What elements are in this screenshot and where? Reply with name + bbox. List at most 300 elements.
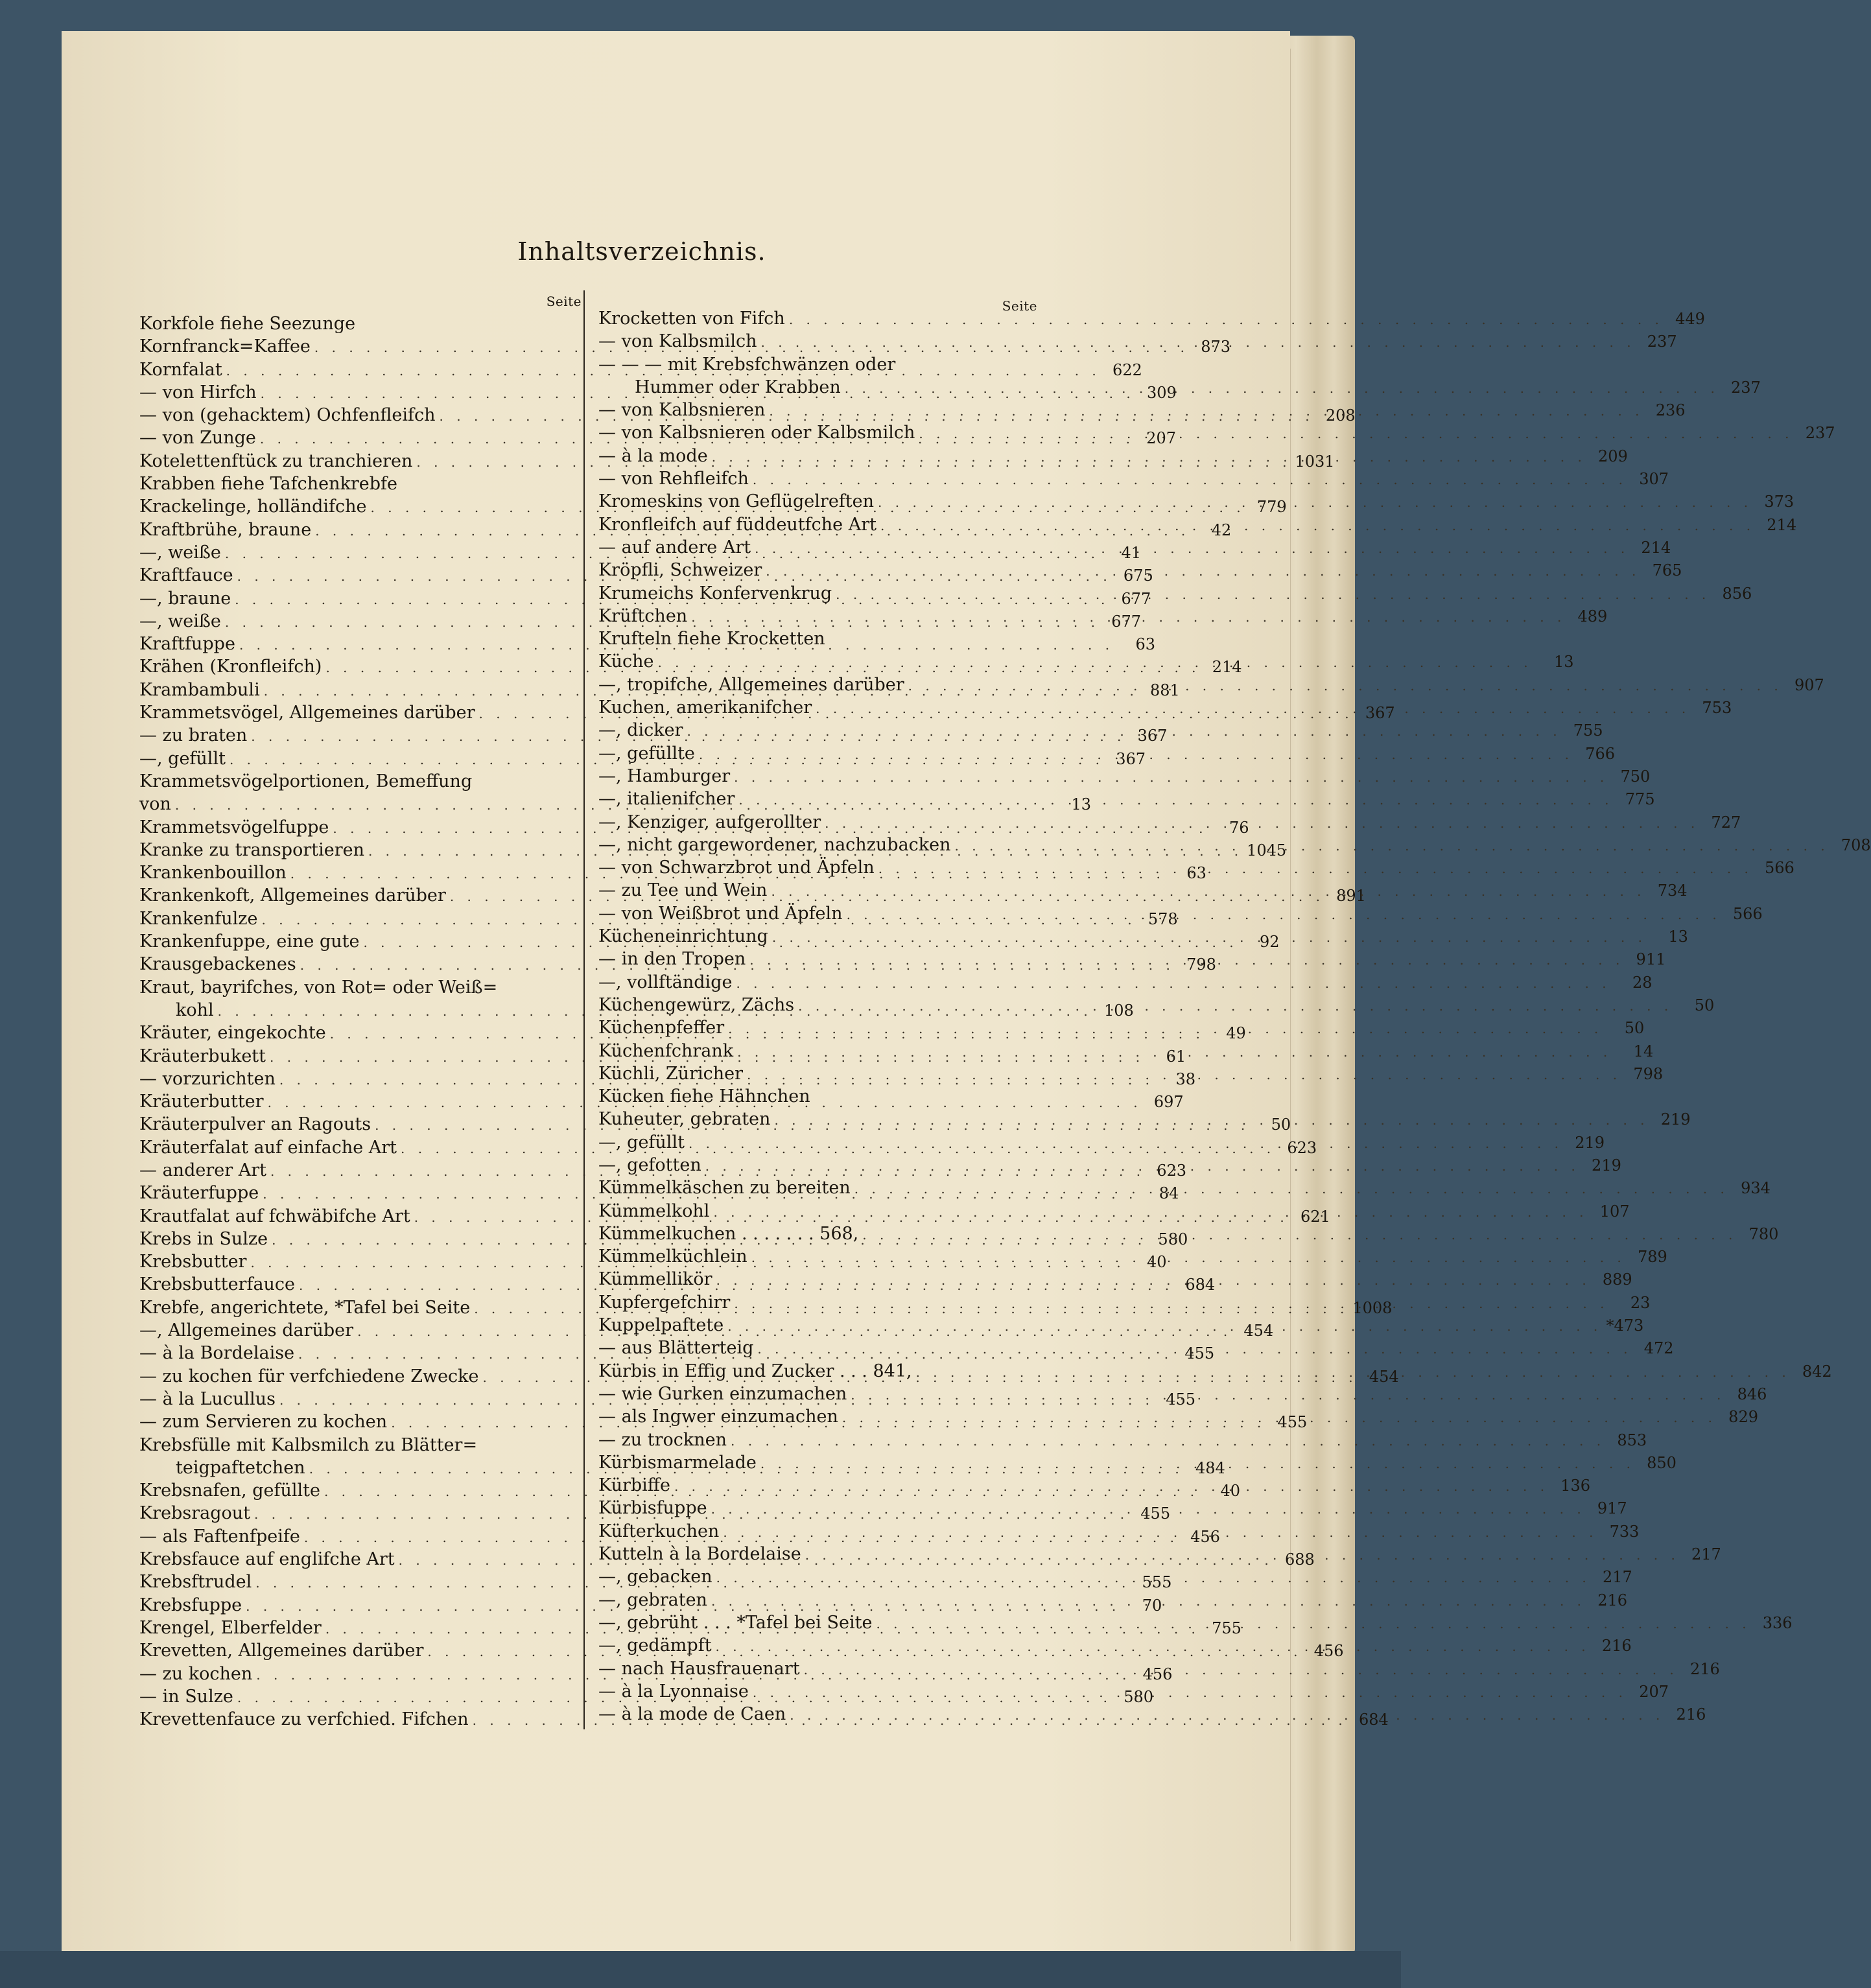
index-entry — [598, 353, 1037, 376]
entry-title: — in Sulze — [139, 1686, 233, 1707]
entry-title: —, gefotten — [598, 1154, 701, 1175]
entry-page-number: 207 — [1146, 429, 1176, 448]
entry-title: —, tropifche, Allgemeines darüber — [598, 674, 904, 695]
dot-leader — [760, 1453, 1635, 1475]
dot-leader — [753, 469, 1627, 491]
entry-page-number: 881 — [1150, 681, 1180, 699]
entry-title: — à la Bordelaise — [139, 1343, 295, 1364]
entry-title: Küfterkuchen — [598, 1521, 720, 1541]
entry-title: Küchenfchrank — [598, 1040, 734, 1061]
entry-page-number: 765 — [1652, 561, 1682, 580]
dot-leader — [757, 1338, 1632, 1361]
entry-page-number: 92 — [1260, 933, 1280, 952]
entry-page-number: 684 — [1358, 1711, 1389, 1729]
entry-title: Krengel, Elberfelder — [139, 1617, 322, 1638]
entry-title: Kümmellikör — [598, 1269, 712, 1290]
entry-title: Kräuterfuppe — [139, 1183, 259, 1204]
entry-page-number: 40 — [1147, 1253, 1167, 1272]
entry-page-number: 13 — [1071, 795, 1092, 814]
entry-title: —, gebacken — [598, 1567, 712, 1587]
entry-page-number: 108 — [1103, 1001, 1134, 1020]
dot-leader — [825, 812, 1699, 835]
entry-title: —, Hamburger — [598, 766, 731, 786]
dot-leader — [716, 1635, 1590, 1658]
entry-title: — von Kalbsnieren oder Kalbsmilch — [598, 423, 915, 443]
dot-leader — [919, 423, 1793, 445]
entry-title: Kürbismarmelade — [598, 1452, 757, 1473]
entry-title: —, gefüllt — [598, 1132, 685, 1152]
entry-page-number: 367 — [1137, 727, 1168, 745]
index-entry — [598, 467, 1669, 490]
entry-title: Kümmelkäschen zu bereiten — [598, 1178, 851, 1199]
entry-page-number: 50 — [1624, 1019, 1645, 1038]
dot-leader — [749, 949, 1624, 972]
entry-title: — zum Servieren zu kochen — [139, 1412, 388, 1433]
entry-page-number: 1008 — [1352, 1298, 1393, 1317]
entry-page-number: 23 — [1630, 1293, 1651, 1312]
entry-page-number: 214 — [1767, 515, 1797, 534]
entry-page-number: 216 — [1601, 1637, 1632, 1655]
entry-page-number: 219 — [1575, 1133, 1605, 1152]
entry-page-number: 63 — [1135, 635, 1156, 654]
entry-title: Krebsfülle mit Kalbsmilch zu Blätter= — [139, 1434, 478, 1455]
dot-leader — [716, 1567, 1591, 1589]
entry-page-number: 336 — [1762, 1613, 1793, 1632]
entry-page-number: 216 — [1676, 1705, 1706, 1724]
entry-title: Kuheuter, gebraten — [598, 1109, 771, 1130]
entry-title: Kraut, bayrifches, von Rot= oder Weiß= — [139, 977, 498, 998]
dot-leader — [674, 1475, 1549, 1498]
entry-title: —, gefüllte — [598, 743, 695, 764]
entry-title: — von Rehfleifch — [598, 469, 749, 489]
entry-page-number: 856 — [1722, 584, 1752, 603]
dot-leader — [876, 1613, 1750, 1635]
entry-title: Krumeichs Konfervenkrug — [598, 583, 832, 603]
entry-page-number: 50 — [1694, 996, 1715, 1014]
entry-page-number: 727 — [1711, 813, 1741, 832]
entry-page-number: 675 — [1123, 567, 1153, 585]
entry-page-number: 850 — [1647, 1453, 1677, 1472]
entry-page-number: 455 — [1166, 1390, 1196, 1409]
dot-leader — [716, 1269, 1591, 1292]
entry-title: —, weiße — [139, 542, 221, 563]
entry-title: Krautfalat auf fchwäbifche Art — [139, 1206, 410, 1226]
dot-leader — [771, 880, 1645, 903]
entry-title: Kornfranck=Kaffee — [139, 336, 311, 357]
entry-title: Kotelettenftück zu tranchieren — [139, 450, 413, 471]
index-entry — [598, 765, 1651, 788]
entry-page-number: 455 — [1184, 1344, 1215, 1363]
entry-page-number: 489 — [1577, 607, 1608, 626]
entry-page-number: 38 — [1175, 1070, 1195, 1088]
dot-leader — [790, 1704, 1664, 1727]
entry-title: Krähen (Kronfleifch) — [139, 657, 322, 677]
entry-title: Krevettenfauce zu verfchied. Fifchen — [139, 1709, 469, 1730]
entry-page-number: 14 — [1633, 1042, 1654, 1060]
entry-page-number: 214 — [1641, 538, 1671, 557]
entry-title: —, nicht gargewordener, nachzubacken — [598, 834, 951, 855]
entry-title: Krufteln fiehe Krocketten — [598, 629, 825, 649]
entry-title: — in den Tropen — [598, 949, 746, 970]
entry-page-number: 61 — [1166, 1047, 1186, 1066]
entry-page-number: 136 — [1560, 1477, 1591, 1495]
entry-title: von — [139, 794, 171, 815]
entry-page-number: 829 — [1728, 1408, 1758, 1427]
entry-page-number: 697 — [1153, 1093, 1184, 1112]
dot-leader — [711, 1498, 1586, 1521]
entry-page-number: 789 — [1637, 1248, 1667, 1267]
entry-title: — à la mode de Caen — [598, 1704, 786, 1725]
entry-page-number: 209 — [1598, 447, 1628, 465]
dot-leader — [862, 1224, 1737, 1246]
dot-leader — [878, 858, 1753, 880]
entry-page-number: 798 — [1633, 1064, 1664, 1083]
entry-page-number: 775 — [1625, 790, 1655, 809]
entry-title: Hummer oder Krabben — [635, 377, 841, 397]
dot-leader — [731, 1430, 1605, 1453]
entry-page-number: 580 — [1158, 1230, 1188, 1248]
entry-page-number: 578 — [1147, 909, 1178, 928]
entry-title: Kürbiffe — [598, 1475, 670, 1496]
entry-page-number: 214 — [1212, 658, 1242, 677]
dot-leader — [699, 743, 1573, 766]
entry-page-number: 63 — [1186, 864, 1206, 883]
entry-title: —, gefüllt — [139, 748, 226, 769]
entry-title: Kupfergefchirr — [598, 1292, 731, 1313]
page-column-header: Seite — [546, 294, 582, 309]
entry-title: Küchengewürz, Zächs — [598, 994, 795, 1015]
dot-leader — [737, 1041, 1612, 1064]
entry-title: — auf andere Art — [598, 537, 751, 557]
entry-page-number: 41 — [1121, 543, 1142, 562]
dot-leader — [734, 766, 1608, 789]
dot-leader — [836, 583, 1710, 606]
entry-page-number: 1045 — [1247, 841, 1287, 860]
entry-page-number: 846 — [1737, 1385, 1767, 1403]
dot-leader — [711, 1590, 1586, 1613]
entry-title: — von Kalbsnieren — [598, 400, 766, 421]
column-divider — [583, 290, 585, 1729]
page-column-header: Seite — [1002, 298, 1037, 314]
entry-title: Kücheneinrichtung — [598, 926, 768, 947]
entry-page-number: 934 — [1741, 1179, 1771, 1198]
index-entry — [598, 307, 1705, 330]
entry-title: Kutteln à la Bordelaise — [598, 1544, 801, 1565]
entry-page-number: 484 — [1195, 1458, 1225, 1477]
entry-title: Korkfole fiehe Seezunge — [139, 314, 356, 334]
entry-title: Krebsbutter — [139, 1252, 247, 1272]
entry-title: Kürbis in Effig und Zucker . . . 841, — [598, 1361, 912, 1381]
entry-title: Küchli, Züricher — [598, 1063, 744, 1084]
entry-title: — anderer Art — [139, 1160, 266, 1180]
dot-leader — [908, 675, 1783, 697]
entry-page-number: 373 — [1764, 493, 1795, 511]
entry-title: — von (gehacktem) Ochfenfleifch — [139, 405, 436, 426]
entry-page-number: 449 — [1675, 310, 1705, 328]
entry-title: — à la Lucullus — [139, 1388, 276, 1409]
dot-leader — [774, 1109, 1649, 1132]
entry-title: Krebfe, angerichtete, *Tafel bei Seite — [139, 1297, 471, 1318]
dot-leader — [798, 995, 1673, 1018]
dot-leader — [878, 491, 1752, 514]
dot-leader — [738, 789, 1613, 812]
entry-title: —, weiße — [139, 611, 221, 631]
dot-leader — [916, 1361, 1791, 1384]
entry-title: Kröpfli, Schweizer — [598, 560, 762, 581]
entry-page-number: 911 — [1636, 950, 1666, 969]
index-entry — [598, 627, 1037, 650]
entry-title: Krebsfauce auf englifche Art — [139, 1549, 395, 1570]
entry-title: kohl — [176, 1000, 214, 1020]
entry-title: Küchenpfeffer — [598, 1018, 725, 1038]
entry-page-number: 219 — [1592, 1156, 1621, 1175]
entry-page-number: 13 — [1554, 653, 1574, 672]
entry-title: Kuchen, amerikanifcher — [598, 697, 812, 718]
entry-page-number: 454 — [1369, 1367, 1399, 1386]
entry-title: Krankenfuppe, eine gute — [139, 931, 360, 952]
entry-title: Kräuterpulver an Ragouts — [139, 1114, 371, 1135]
dot-leader — [734, 1292, 1608, 1315]
entry-page-number: 623 — [1287, 1138, 1317, 1157]
entry-title: Kraftfuppe — [139, 634, 235, 655]
entry-page-number: 456 — [1190, 1527, 1220, 1546]
entry-page-number: 779 — [1256, 498, 1287, 517]
entry-page-number: 455 — [1277, 1413, 1308, 1432]
dot-leader — [736, 972, 1610, 995]
dot-leader — [766, 560, 1640, 583]
entry-page-number: 207 — [1639, 1682, 1669, 1701]
entry-page-number: 49 — [1226, 1024, 1246, 1043]
entry-page-number: 753 — [1702, 699, 1732, 718]
entry-page-number: 780 — [1748, 1224, 1779, 1243]
entry-title: Krankenbouillon — [139, 863, 287, 883]
entry-title: Krebsragout — [139, 1503, 250, 1524]
entry-page-number: 622 — [1112, 360, 1142, 379]
entry-page-number: 217 — [1691, 1545, 1721, 1564]
entry-page-number: *473 — [1606, 1316, 1644, 1335]
entry-title: Kuppelpaftete — [598, 1315, 724, 1336]
entry-page-number: 28 — [1632, 973, 1653, 992]
entry-page-number: 237 — [1647, 333, 1677, 351]
dot-leader — [728, 1018, 1603, 1040]
entry-page-number: 40 — [1220, 1482, 1241, 1501]
entry-page-number: 917 — [1597, 1499, 1627, 1518]
entry-page-number: 70 — [1142, 1596, 1162, 1615]
entry-page-number: 889 — [1602, 1270, 1632, 1289]
entry-page-number: 755 — [1212, 1619, 1241, 1637]
entry-page-number: 891 — [1336, 887, 1366, 906]
entry-page-number: 677 — [1111, 612, 1142, 631]
dot-leader — [751, 1246, 1626, 1269]
dot-leader — [688, 1132, 1563, 1155]
entry-title: — von Kalbsmilch — [598, 331, 757, 352]
entry-page-number: 237 — [1805, 424, 1835, 443]
dot-leader — [854, 1178, 1729, 1200]
index-entry — [139, 473, 582, 495]
entry-page-number: 307 — [1639, 470, 1669, 489]
dot-leader — [842, 1407, 1717, 1429]
entry-page-number: 733 — [1609, 1522, 1640, 1541]
dot-leader — [789, 309, 1664, 331]
entry-title: Kümmelkuchen . . . . . . . 568, — [598, 1223, 859, 1244]
entry-title: — als Faftenfpeife — [139, 1526, 300, 1547]
entry-title: — zu braten — [139, 725, 248, 746]
index-entry — [139, 1434, 582, 1456]
entry-title: — als Ingwer einzumachen — [598, 1407, 838, 1427]
dot-leader — [805, 1544, 1680, 1567]
entry-page-number: 842 — [1802, 1362, 1832, 1381]
entry-title: — aus Blätterteig — [598, 1338, 754, 1359]
entry-page-number: 907 — [1794, 675, 1824, 694]
entry-title: Krevetten, Allgemeines darüber — [139, 1641, 424, 1661]
entry-title: — zu kochen für verfchiedene Zwecke — [139, 1366, 479, 1386]
entry-title: Kraftbrühe, braune — [139, 519, 312, 540]
entry-title: — — — mit Krebsfchwänzen oder — [598, 354, 896, 375]
dot-leader — [712, 446, 1586, 469]
entry-title: — zu trocknen — [598, 1429, 727, 1450]
entry-page-number: 50 — [1271, 1116, 1291, 1134]
entry-page-number: 766 — [1585, 744, 1616, 763]
dot-leader — [761, 331, 1636, 354]
entry-page-number: 236 — [1655, 401, 1686, 420]
book-cover — [0, 1951, 1401, 1988]
index-entry — [598, 971, 1653, 994]
entry-title: Kronfleifch auf füddeutfche Art — [598, 514, 877, 535]
dot-leader — [691, 606, 1566, 629]
entry-title: Krebsnafen, gefüllte — [139, 1480, 320, 1501]
entry-page-number: 1031 — [1295, 452, 1335, 471]
entry-title: Kümmelkohl — [598, 1200, 710, 1221]
entry-page-number: 454 — [1243, 1322, 1274, 1340]
entry-page-number: 580 — [1124, 1687, 1154, 1706]
dot-leader — [723, 1521, 1597, 1544]
dot-leader — [727, 1315, 1602, 1338]
index-entry — [139, 976, 582, 999]
entry-page-number: 566 — [1732, 904, 1763, 923]
entry-page-number: 216 — [1689, 1659, 1720, 1678]
entry-title: — à la Lyonnaise — [598, 1681, 749, 1701]
dot-leader — [772, 926, 1647, 949]
entry-page-number: 621 — [1300, 1207, 1330, 1226]
dot-leader — [955, 835, 1830, 858]
entry-title: Kräuterfalat auf einfache Art — [139, 1137, 397, 1158]
entry-title: — von Schwarzbrot und Äpfeln — [598, 858, 875, 878]
entry-title: Kräuterbukett — [139, 1046, 266, 1066]
dot-leader — [845, 377, 1719, 400]
entry-page-number: 367 — [1116, 749, 1146, 768]
entry-title: Krankenkoft, Allgemeines darüber — [139, 885, 446, 906]
entry-title: — nach Hausfrauenart — [598, 1658, 800, 1679]
entry-title: — von Zunge — [139, 428, 256, 449]
entry-page-number: 367 — [1365, 704, 1395, 723]
entry-page-number: 217 — [1602, 1568, 1632, 1587]
entry-page-number: 750 — [1620, 767, 1651, 786]
entry-title: Krebsbutterfauce — [139, 1274, 296, 1295]
entry-page-number: 456 — [1142, 1665, 1173, 1683]
dot-leader — [753, 1681, 1627, 1704]
entry-title: Kraftfauce — [139, 565, 233, 586]
entry-title: Krebsftrudel — [139, 1572, 252, 1593]
entry-title: —, Kenziger, aufgerollter — [598, 812, 821, 832]
entry-page-number: 107 — [1599, 1202, 1630, 1221]
entry-title: Krausgebackenes — [139, 954, 296, 975]
entry-page-number: 708 — [1841, 836, 1871, 854]
dot-leader — [816, 697, 1690, 720]
entry-page-number: 216 — [1597, 1591, 1628, 1609]
index-entry — [139, 770, 582, 793]
dot-leader — [713, 1201, 1588, 1224]
entry-title: Kornfalat — [139, 359, 222, 380]
entry-title: Krebsfuppe — [139, 1595, 242, 1615]
entry-page-number: 219 — [1660, 1110, 1691, 1129]
entry-title: Kräuter, eingekochte — [139, 1023, 326, 1044]
entry-title: Krocketten von Fifch — [598, 309, 785, 329]
index-entry — [598, 1429, 1647, 1451]
entry-page-number: 472 — [1643, 1339, 1674, 1358]
entry-title: —, dicker — [598, 720, 683, 741]
entry-page-number: 688 — [1284, 1550, 1315, 1569]
entry-page-number: 755 — [1573, 721, 1603, 740]
entry-title: Krabben fiehe Tafchenkrebfe — [139, 474, 398, 495]
entry-page-number: 208 — [1325, 406, 1356, 425]
entry-page-number: 42 — [1211, 520, 1232, 539]
entry-title: — von Hirfch — [139, 382, 257, 403]
entry-title: Kümmelküchlein — [598, 1246, 747, 1267]
entry-title: Krambambuli — [139, 679, 260, 700]
dot-leader — [847, 904, 1721, 926]
dot-leader — [657, 651, 1532, 674]
entry-title: Küche — [598, 651, 654, 672]
dot-leader — [687, 720, 1561, 743]
entry-title: Kräuterbutter — [139, 1092, 264, 1112]
entry-title: Krankenfulze — [139, 908, 258, 929]
entry-page-number: 623 — [1157, 1161, 1187, 1180]
entry-title: Kürbisfuppe — [598, 1498, 707, 1519]
entry-title: Krebs in Sulze — [139, 1228, 268, 1249]
entry-title: Kromeskins von Geflügelreften — [598, 491, 875, 512]
entry-page-number: 873 — [1201, 338, 1231, 357]
entry-page-number: 76 — [1229, 818, 1249, 837]
dot-leader — [880, 515, 1755, 537]
entry-title: —, gebraten — [598, 1589, 707, 1610]
entry-title: Krackelinge, holländifche — [139, 497, 367, 517]
entry-title: Krammetsvögelfuppe — [139, 817, 329, 837]
entry-page-number: 309 — [1146, 383, 1177, 402]
entry-page-number: 734 — [1657, 882, 1688, 900]
entry-title: — zu kochen — [139, 1663, 253, 1684]
entry-title: teigpaftetchen — [176, 1457, 305, 1478]
dot-leader — [705, 1155, 1580, 1178]
index-entry — [598, 1085, 1037, 1108]
entry-title: Kranke zu transportieren — [139, 839, 364, 860]
entry-title: — vorzurichten — [139, 1068, 276, 1089]
entry-page-number: 237 — [1731, 378, 1761, 397]
entry-title: —, braune — [139, 588, 231, 609]
dot-leader — [747, 1064, 1621, 1086]
entry-page-number: 455 — [1140, 1504, 1171, 1523]
dot-leader — [804, 1659, 1678, 1681]
entry-title: — zu Tee und Wein — [598, 880, 768, 901]
entry-title: Krammetsvögelportionen, Bemeffung — [139, 771, 473, 791]
entry-title: —, italienifcher — [598, 789, 735, 810]
entry-page-number: 566 — [1765, 859, 1795, 878]
entry-page-number: 677 — [1121, 589, 1151, 608]
entry-page-number: 555 — [1142, 1573, 1172, 1592]
entry-page-number: 84 — [1159, 1184, 1179, 1203]
page-title: Inhaltsverzeichnis. — [517, 237, 766, 266]
book-page — [62, 31, 1871, 1951]
entry-title: —, Allgemeines darüber — [139, 1320, 354, 1341]
